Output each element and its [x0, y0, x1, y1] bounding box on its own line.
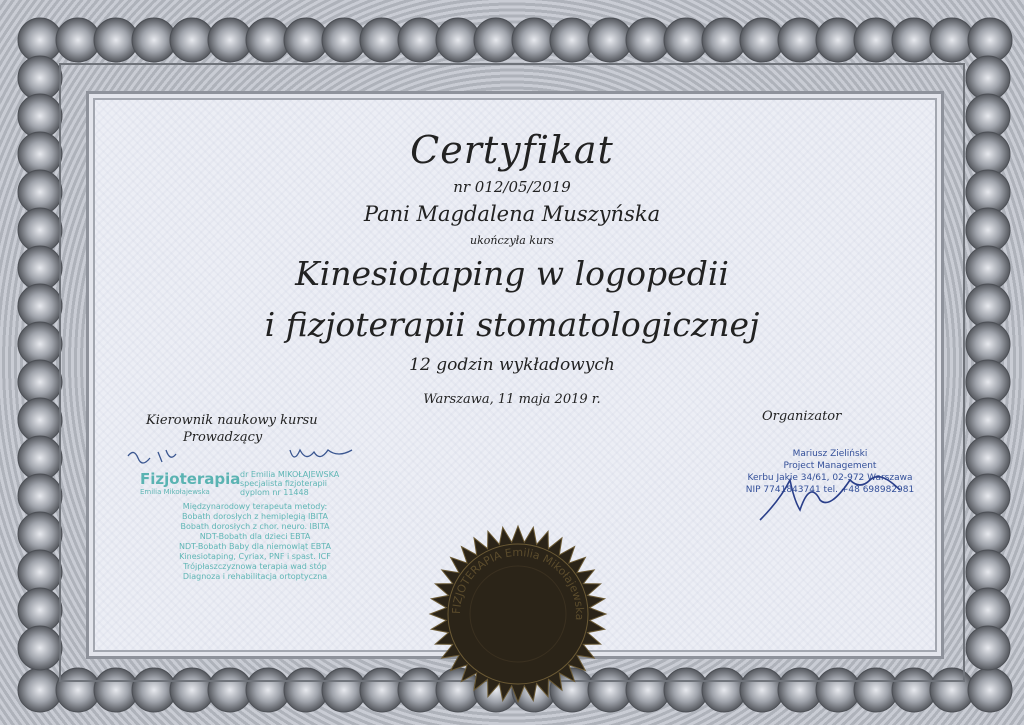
border-scallop: [94, 18, 138, 62]
stamp-doctor-name: dr Emilia MIKOŁAJEWSKA: [240, 470, 340, 479]
course-title-line1: Kinesiotaping w logopedii: [295, 254, 729, 293]
border-scallop: [930, 668, 974, 712]
completed-text: ukończyła kurs: [470, 234, 554, 247]
border-scallop: [966, 56, 1010, 100]
border-scallop: [892, 668, 936, 712]
border-scallop: [170, 18, 214, 62]
border-scallop: [968, 668, 1012, 712]
border-scallop: [854, 18, 898, 62]
border-scallop: [18, 550, 62, 594]
border-scallop: [892, 18, 936, 62]
border-scallop: [702, 18, 746, 62]
border-scallop: [360, 668, 404, 712]
border-scallop: [778, 18, 822, 62]
border-scallop: [702, 668, 746, 712]
stamp-brand-sub: Emilia Mikołajewska: [140, 488, 210, 496]
border-scallop: [284, 18, 328, 62]
border-scallop: [966, 474, 1010, 518]
qualification-line: Trójpłaszczyznowa terapia wad stóp: [183, 562, 327, 571]
stamp-doctor-license: dyplom nr 11448: [240, 488, 309, 497]
border-scallop: [664, 668, 708, 712]
organizer-name: Mariusz Zieliński: [792, 449, 868, 459]
border-scallop: [778, 668, 822, 712]
certificate-title: Certyfikat: [410, 128, 614, 172]
border-scallop: [816, 18, 860, 62]
border-scallop: [208, 18, 252, 62]
border-scallop: [740, 18, 784, 62]
organizer-phone: NIP 7741843741 tel. +48 698982981: [745, 485, 915, 495]
scientific-director-label: Kierownik naukowy kursu: [146, 413, 318, 428]
border-scallop: [966, 626, 1010, 670]
border-scallop: [436, 18, 480, 62]
instructor-stamp: [140, 470, 370, 582]
border-scallop: [550, 18, 594, 62]
border-scallop: [132, 668, 176, 712]
border-scallop: [18, 474, 62, 518]
organizer-label: Organizator: [762, 409, 842, 424]
border-scallop: [18, 512, 62, 556]
stamp-qualifications: [140, 502, 370, 582]
stamp-brand: Fizjoterapia: [140, 470, 241, 488]
border-scallop: [474, 18, 518, 62]
border-scallop: [18, 588, 62, 632]
border-scallop: [18, 18, 62, 62]
qualification-line: NDT-Bobath dla dzieci EBTA: [199, 532, 311, 541]
border-scallop: [322, 18, 366, 62]
stamp-doctor-details: [240, 470, 370, 497]
border-scallop: [170, 668, 214, 712]
border-scallop: [18, 436, 62, 480]
border-scallop: [208, 668, 252, 712]
border-scallop: [740, 668, 784, 712]
border-scallop: [246, 18, 290, 62]
certificate-number: nr 012/05/2019: [453, 178, 571, 196]
border-scallop: [966, 550, 1010, 594]
border-scallop: [966, 588, 1010, 632]
border-scallop: [360, 18, 404, 62]
border-scallop: [966, 512, 1010, 556]
border-scallop: [18, 56, 62, 100]
border-scallop: [512, 18, 556, 62]
recipient-name: Pani Magdalena Muszyńska: [363, 202, 661, 226]
organizer-company: Project Management: [783, 461, 877, 471]
organizer-signature: [740, 460, 920, 530]
qualification-line: Bobath dorosłych z hemiplegią IBITA: [182, 512, 328, 521]
gold-seal: [428, 524, 608, 704]
border-scallop: [854, 668, 898, 712]
seal-text: FIZJOTERAPIA Emilia Mikołajewska: [449, 545, 587, 621]
organizer-address: Kerbu Jakie 34/61, 02-972 Warszawa: [747, 473, 913, 483]
course-hours: 12 godzin wykładowych: [409, 355, 615, 375]
border-scallop: [930, 18, 974, 62]
border-scallop: [246, 668, 290, 712]
qualification-line: Diagnoza i rehabilitacja ortoptyczna: [182, 572, 328, 581]
course-title-line2: i fizjoterapii stomatologicznej: [264, 305, 760, 344]
border-scallop: [18, 668, 62, 712]
border-scallop: [588, 18, 632, 62]
qualification-line: Kinesiotaping, Cyriax, PNF i spast. ICF: [179, 552, 331, 561]
qualification-line: NDT-Bobath Baby dla niemowląt EBTA: [178, 542, 332, 551]
border-scallop: [664, 18, 708, 62]
border-scallop: [816, 668, 860, 712]
border-scallop: [966, 436, 1010, 480]
border-scallop: [626, 668, 670, 712]
border-scallop: [284, 668, 328, 712]
border-scallop: [968, 18, 1012, 62]
border-scallop: [626, 18, 670, 62]
border-scallop: [56, 668, 100, 712]
border-scallop: [18, 626, 62, 670]
border-scallop: [56, 18, 100, 62]
stamp-doctor-title: specjalista fizjoterapii: [240, 479, 328, 488]
instructor-label: Prowadzący: [183, 430, 263, 445]
qualification-line: Międzynarodowy terapeuta metody:: [182, 502, 328, 511]
qualification-line: Bobath dorosłych z chor. neuro. IBITA: [180, 522, 330, 531]
place-date: Warszawa, 11 maja 2019 r.: [423, 392, 601, 407]
border-scallop: [94, 668, 138, 712]
border-scallop: [132, 18, 176, 62]
instructor-signature: [120, 444, 360, 470]
border-scallop: [322, 668, 366, 712]
border-scallop: [398, 18, 442, 62]
